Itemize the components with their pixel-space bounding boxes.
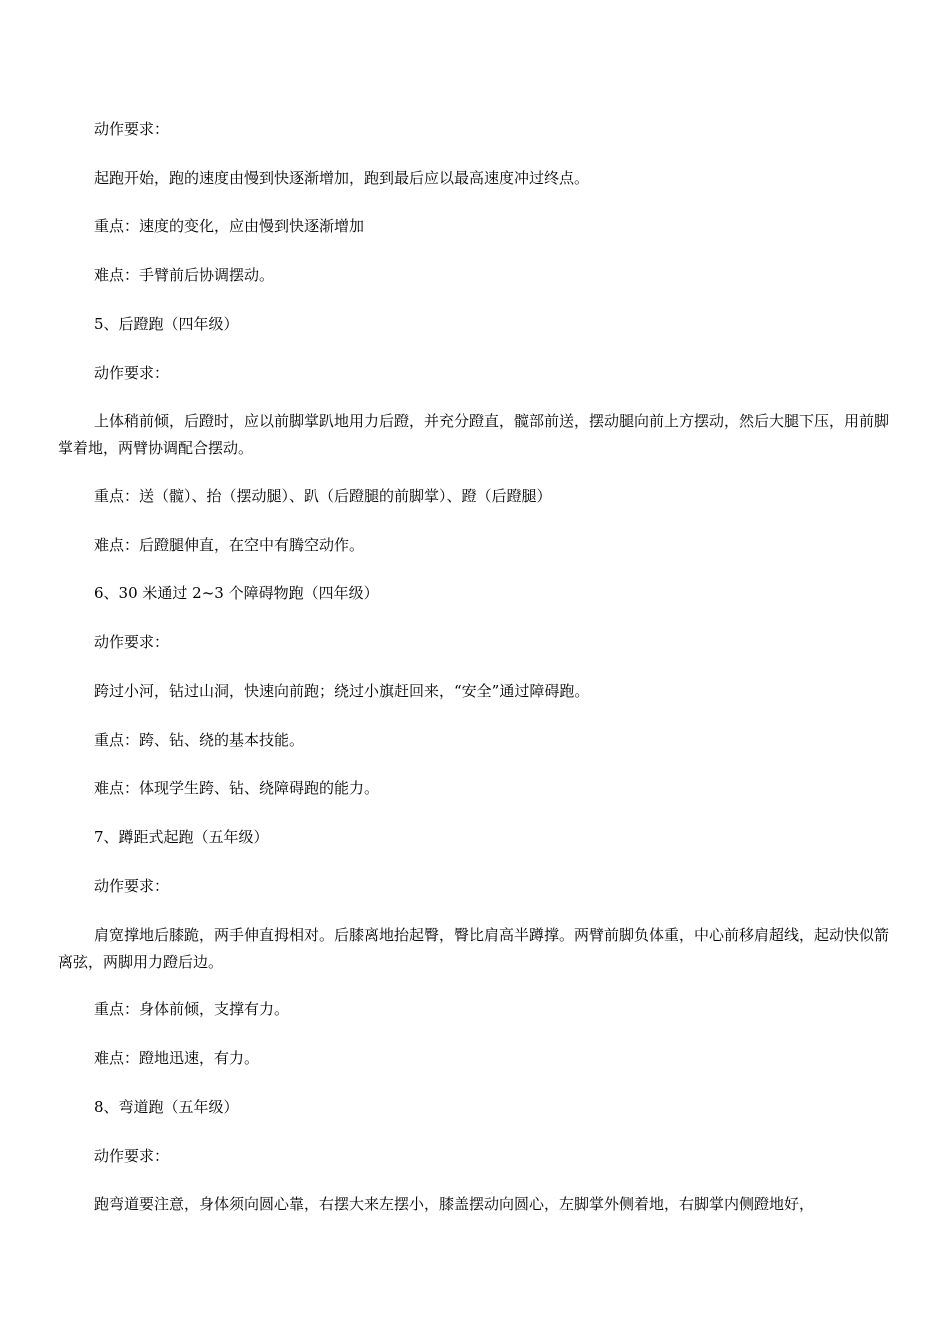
paragraph-requirements-label: 动作要求：: [94, 877, 170, 895]
section-heading: 7、蹲距式起跑（五年级）: [94, 828, 269, 846]
paragraph-body: 上体稍前倾，后蹬时，应以前脚掌趴地用力后蹬，并充分蹬直，髋部前送，摆动腿向前上方摆动，然后大腿下压，用前脚掌着地，两臂协调配合摆动。: [58, 412, 890, 457]
paragraph-requirements-label: 动作要求：: [94, 1147, 170, 1165]
paragraph-difficulty: 难点：后蹬腿伸直，在空中有腾空动作。: [94, 536, 365, 554]
paragraph-body: 跨过小河，钻过山洞，快速向前跑；绕过小旗赶回来，“安全”通过障碍跑。: [94, 682, 590, 700]
paragraph-difficulty: 难点：手臂前后协调摆动。: [94, 266, 275, 284]
paragraph-requirements-label: 动作要求：: [94, 633, 170, 651]
paragraph-key-point: 重点：身体前倾，支撑有力。: [94, 1000, 290, 1018]
paragraph-body: 跑弯道要注意，身体须向圆心靠，右摆大来左摆小，膝盖摆动向圆心，左脚掌外侧着地，右脚掌内侧蹬地好，: [94, 1195, 815, 1213]
paragraph-difficulty: 难点：蹬地迅速，有力。: [94, 1049, 260, 1067]
section-heading: 6、30 米通过 2~3 个障碍物跑（四年级）: [94, 584, 379, 602]
paragraph-difficulty: 难点：体现学生跨、钻、绕障碍跑的能力。: [94, 779, 380, 797]
paragraph-key-point: 重点：送（髋）、抬（摆动腿）、趴（后蹬腿的前脚掌）、蹬（后蹬腿）: [94, 487, 552, 505]
paragraph-requirements-label: 动作要求：: [94, 364, 170, 382]
section-heading: 8、弯道跑（五年级）: [94, 1098, 239, 1116]
paragraph-key-point: 重点：跨、钻、绕的基本技能。: [94, 731, 305, 749]
paragraph-body: 肩宽撑地后膝跪，两手伸直拇相对。后膝离地抬起臀，臀比肩高半蹲撑。两臂前脚负体重，中心前移肩超线，起动快似箭离弦，两脚用力蹬后边。: [58, 926, 890, 971]
paragraph-requirements-label: 动作要求：: [94, 120, 170, 138]
paragraph-body: 起跑开始，跑的速度由慢到快逐渐增加，跑到最后应以最高速度冲过终点。: [94, 169, 590, 187]
section-heading: 5、后蹬跑（四年级）: [94, 315, 239, 333]
paragraph-key-point: 重点：速度的变化，应由慢到快逐渐增加: [94, 217, 365, 235]
